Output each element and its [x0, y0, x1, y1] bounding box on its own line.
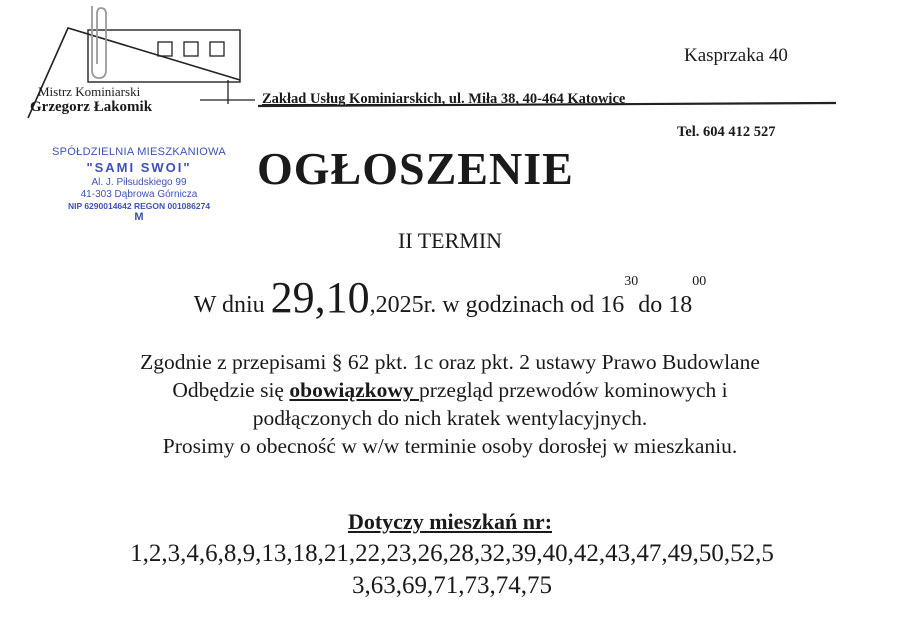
body-line-2-post: przegląd przewodów kominowych i [418, 378, 728, 402]
body-line-2-pre: Odbędzie się [172, 378, 290, 402]
mandatory-word: obowiązkowy [289, 378, 419, 402]
stamp-line-4: 41-303 Dąbrowa Górnicza [80, 189, 198, 200]
body-line-1: Zgodnie z przepisami § 62 pkt. 1c oraz pkt. 2 ustawy Prawo Budowlane [140, 350, 760, 374]
notice-term: II TERMIN [397, 228, 503, 253]
stamp-line-5: NIP 6290014642 REGON 001086274 [67, 201, 211, 211]
apartments-heading: Dotyczy mieszkań nr: [347, 509, 553, 534]
street-address: Kasprzaka 40 [684, 45, 788, 66]
date-day-month: 29,10 [270, 273, 370, 322]
time-to: do 18 [638, 292, 693, 318]
apartments-line-1: 1,2,3,4,6,8,9,13,18,21,22,23,26,28,32,39,40,42,43,47,49,50,52,5 [130, 540, 774, 567]
notice-body [0, 348, 900, 460]
body-line-2 [0, 376, 900, 404]
stamp-line-2: "SAMI SWOI" [86, 160, 192, 175]
stamp-mark-icon: M [134, 211, 144, 223]
apartments-line-2: 3,63,69,71,73,74,75 [352, 572, 552, 599]
body-line-3: podłączonych do nich kratek wentylacyjnych. [252, 406, 648, 430]
date-prefix: W dniu [193, 292, 271, 318]
stamp-line-1: SPÓŁDZIELNIA MIESZKANIOWA [52, 146, 226, 158]
phone-number: Tel. 604 412 527 [677, 124, 776, 140]
master-name: Grzegorz Łakomik [30, 99, 153, 115]
date-year: ,2025r. w godzinach od 16 [369, 292, 625, 318]
company-info: Zakład Usług Kominiarskich, ul. Miła 38, 40-464 Katowice [262, 91, 626, 107]
date-line [0, 272, 900, 323]
apartments-list [72, 538, 832, 602]
body-line-4: Prosimy o obecność w w/w terminie osoby dorosłej w mieszkaniu. [162, 434, 738, 458]
stamp-line-3: Al. J. Piłsudskiego 99 [91, 177, 187, 188]
notice-title: OGŁOSZENIE [257, 143, 574, 194]
master-title: Mistrz Kominiarski [38, 84, 141, 99]
cooperative-stamp [34, 146, 244, 223]
time-from-minutes: 30 [624, 274, 639, 289]
time-to-minutes: 00 [692, 274, 707, 289]
